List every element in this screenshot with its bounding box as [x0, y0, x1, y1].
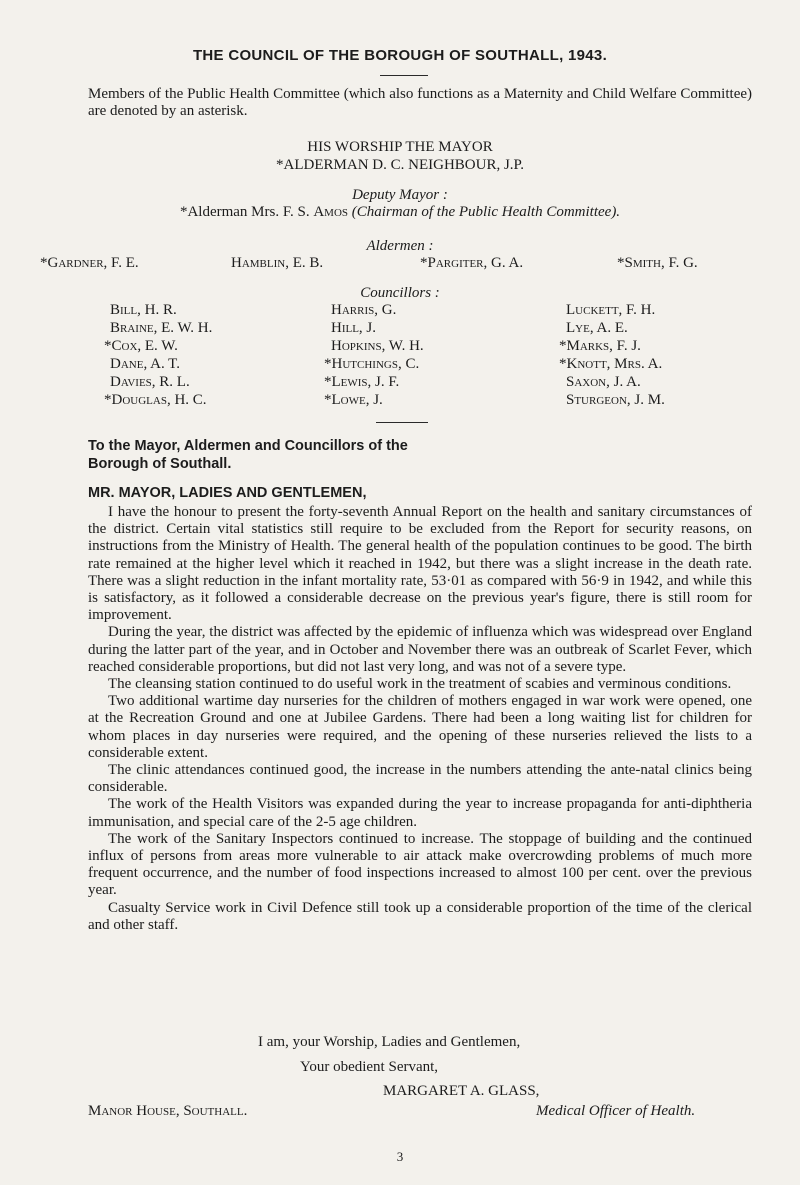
councillor-name: Lye, A. E. [566, 320, 628, 336]
title-rule [380, 75, 428, 76]
report-body [88, 504, 752, 934]
body-paragraph: Two additional wartime day nurseries for the children of mothers engaged in war work were opened, one at the Recreation Ground and one at Jubilee Gardens. There had been a long waiting list for children for whom places in day nurseries were required, and the opening of these nurseries relieved the lists to a considerable extent. [88, 693, 752, 761]
section-rule [376, 422, 428, 423]
address-line-2: Borough of Southall. [88, 456, 232, 472]
body-paragraph: The clinic attendances continued good, the increase in the numbers attending the ante-natal clinics being considerable. [88, 762, 752, 796]
deputy-mayor-heading: Deputy Mayor : [352, 187, 448, 203]
councillors-heading: Councillors : [360, 285, 440, 301]
councillor-name: *Marks, F. J. [559, 338, 641, 354]
councillor-name: *Cox, E. W. [104, 338, 178, 354]
alderman-name: *Smith, F. G. [617, 255, 698, 271]
mayor-title: HIS WORSHIP THE MAYOR [307, 139, 493, 155]
councillor-name: Hopkins, W. H. [331, 338, 424, 354]
address-line-1: To the Mayor, Aldermen and Councillors of the [88, 438, 408, 454]
body-paragraph: The work of the Sanitary Inspectors continued to increase. The stoppage of building and the continued influx of persons from areas more vulnerable to air attack make overcrowding problems of much more frequent occurrence, and the number of food inspections increased to almost 100 per cent. over the previous year. [88, 830, 752, 899]
councillor-name: *Hutchings, C. [324, 356, 420, 372]
body-paragraph: The cleansing station continued to do useful work in the treatment of scabies and verminous conditions. [108, 676, 732, 693]
councillor-name: Saxon, J. A. [566, 374, 641, 390]
councillor-name: Davies, R. L. [110, 374, 190, 390]
councillor-name: Harris, G. [331, 302, 397, 318]
aldermen-heading: Aldermen : [366, 238, 434, 254]
mayor-name: *ALDERMAN D. C. NEIGHBOUR, J.P. [276, 157, 524, 173]
councillor-name: Luckett, F. H. [566, 302, 656, 318]
signature-place: Manor House, Southall. [88, 1103, 248, 1119]
councillor-name: Braine, E. W. H. [110, 320, 213, 336]
deputy-mayor-prefix: *Alderman Mrs. F. S. [179, 204, 314, 220]
body-paragraph: I have the honour to present the forty-seventh Annual Report on the health and sanitary circumstances of the district. Certain vital statistics still require to be excluded from the Report for security reasons, on instructions from the Ministry of Health. The general health of the population continues to be good. The birth rate remained at the higher level which it reached in 1942, but there was a slight increase in the death rate. There was a slight reduction in the infant mortality rate, 53·01 as compared with 56·9 in 1942, and while this is satisfactory, as it followed a considerable decrease on the previous year's figure, there is still room for improvement. [88, 504, 752, 624]
page-number: 3 [396, 1149, 404, 1164]
body-paragraph: During the year, the district was affected by the epidemic of influenza which was widespread over England during the latter part of the year, and in October and November there was an outbreak of Scarlet Fever, which reached considerable proportions, but did not last very long, and was not of a severe type. [88, 624, 752, 675]
councillor-name: *Lewis, J. F. [324, 374, 400, 390]
body-paragraph: Casualty Service work in Civil Defence still took up a considerable proportion of the time of the clerical and other staff. [88, 899, 752, 933]
deputy-mayor-surname: Amos [313, 204, 349, 220]
councillor-name: Hill, J. [331, 320, 377, 336]
intro-paragraph: Members of the Public Health Committee (which also functions as a Maternity and Child Welfare Committee) are denoted by an asterisk. [88, 86, 752, 119]
document-title: THE COUNCIL OF THE BOROUGH OF SOUTHALL, 1943. [192, 47, 608, 64]
deputy-mayor-line [0, 204, 800, 221]
salutation: MR. MAYOR, LADIES AND GENTLEMEN, [88, 485, 367, 501]
councillor-name: Sturgeon, J. M. [566, 392, 665, 408]
alderman-name: *Pargiter, G. A. [420, 255, 524, 271]
signature-title: Medical Officer of Health. [536, 1103, 696, 1119]
closing-servant: Your obedient Servant, [300, 1059, 439, 1075]
councillor-name: *Douglas, H. C. [104, 392, 207, 408]
councillor-name: *Lowe, J. [324, 392, 383, 408]
councillor-name: *Knott, Mrs. A. [559, 356, 663, 372]
closing-line: I am, your Worship, Ladies and Gentlemen, [258, 1034, 521, 1050]
alderman-name: Hamblin, E. B. [231, 255, 324, 271]
signature-name: MARGARET A. GLASS, [383, 1083, 540, 1099]
councillor-name: Bill, H. R. [110, 302, 177, 318]
councillor-name: Dane, A. T. [110, 356, 180, 372]
alderman-name: *Gardner, F. E. [40, 255, 139, 271]
body-paragraph: The work of the Health Visitors was expanded during the year to increase propaganda for anti-diphtheria immunisation, and special care of the 2-5 age children. [88, 796, 752, 830]
deputy-mayor-role: (Chairman of the Public Health Committee). [348, 204, 621, 220]
